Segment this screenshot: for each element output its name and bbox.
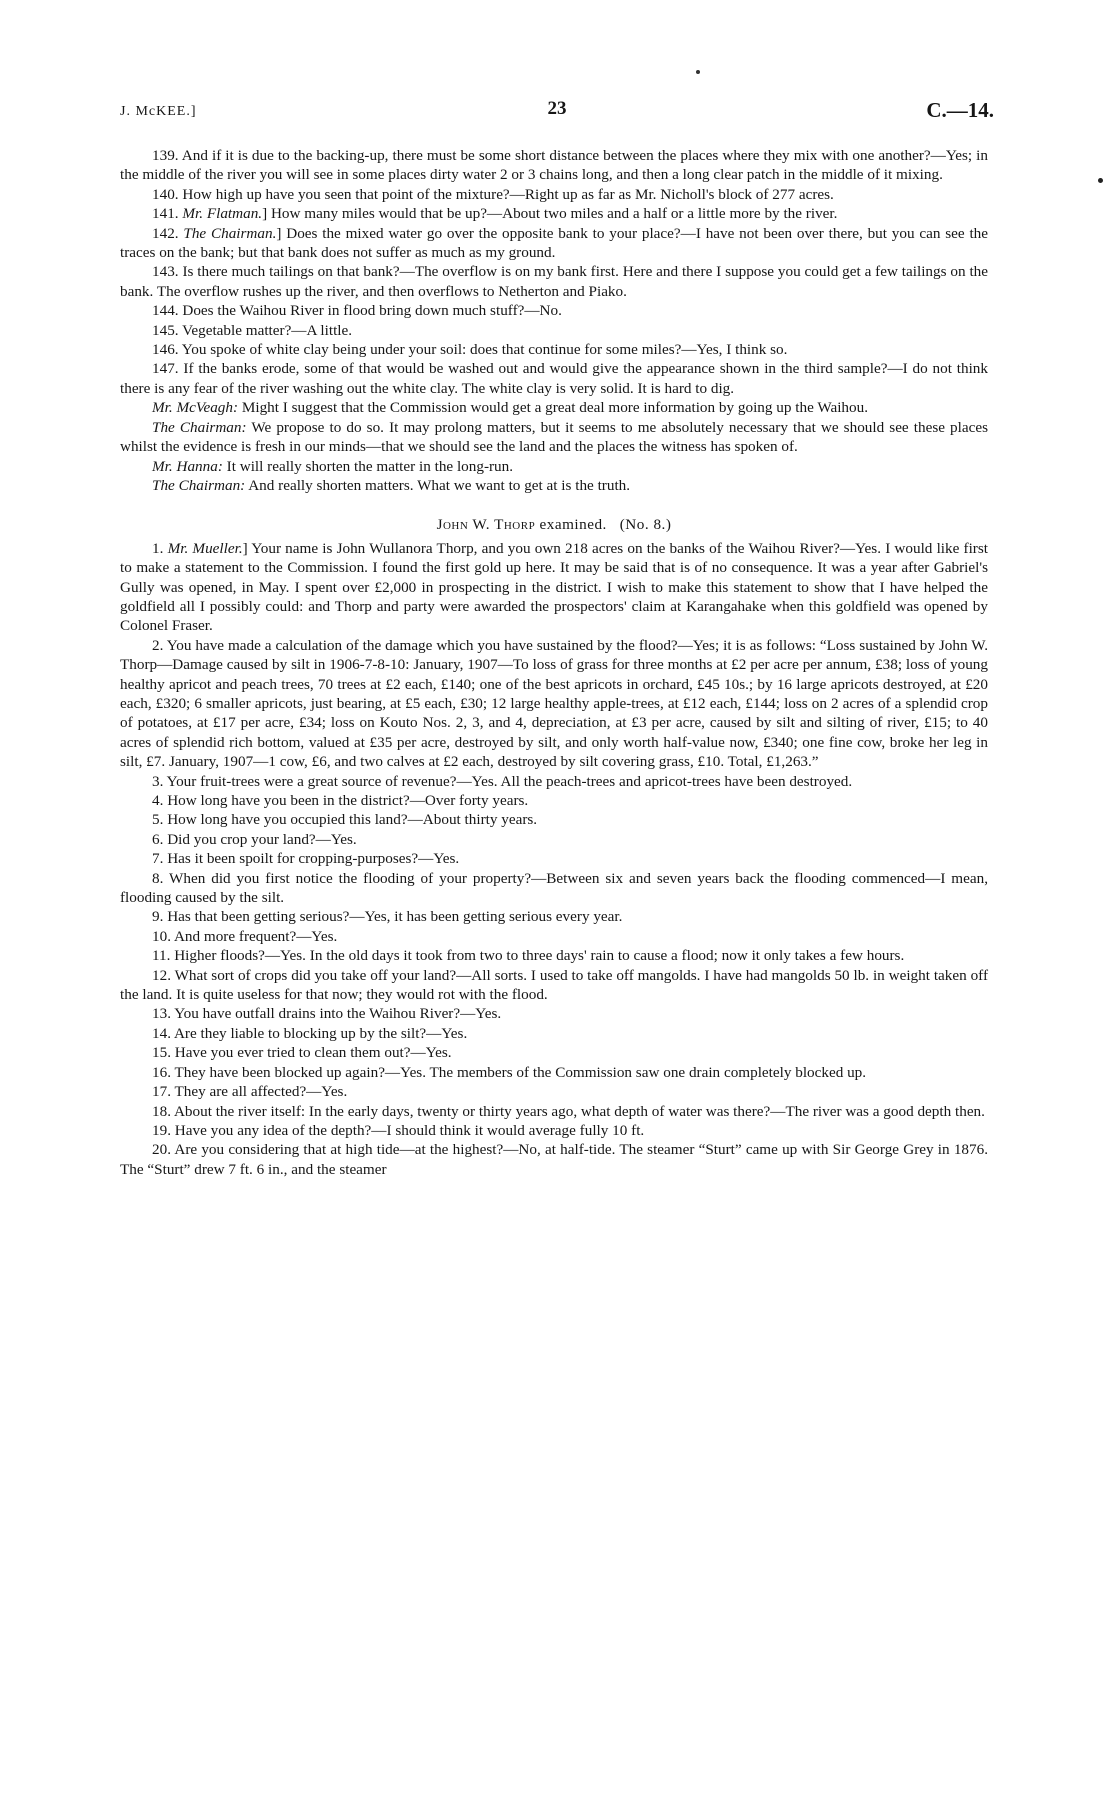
speaker-name: Mr. Flatman. — [182, 205, 263, 223]
question-paragraph: 6. Did you crop your land?—Yes. — [152, 830, 357, 848]
document-reference: C.—14. — [926, 98, 994, 122]
examination-label: examined. — [539, 516, 607, 534]
page-body — [120, 146, 988, 1179]
question-paragraph: 12. What sort of crops did you take off your land?—All sorts. I used to take off mangolds. I have had mangolds 50 lb. in weight taken off the land. It is quite useless for that now; they would rot with the flood. — [120, 966, 988, 1004]
question-paragraph: 11. Higher floods?—Yes. In the old days it took from two to three days' rain to cause a flood; now it only takes a few hours. — [152, 947, 905, 965]
question-paragraph: 4. How long have you been in the district?—Over forty years. — [152, 792, 529, 809]
question-paragraph: 18. About the river itself: In the early days, twenty or thirty years ago, what depth of water was there?—The river was a good depth then. — [152, 1102, 985, 1120]
speaker-name: The Chairman: — [152, 476, 246, 494]
question-paragraph: 9. Has that been getting serious?—Yes, it has been getting serious every year. — [152, 908, 623, 926]
question-paragraph: 139. And if it is due to the backing-up, there must be some short distance between the places where they mix with one another?—Yes; in the middle of the river you will see in some places dirty water 2 or 3 chains long, and then a long clear patch in the middle of it mixing. — [120, 147, 988, 184]
page-header — [120, 96, 994, 126]
question-paragraph: 143. Is there much tailings on that bank?—The overflow is on my bank first. Here and there I suppose you could get a few tailings on the bank. The overflow rushes up the river, and then overflows to Netherton and Piako. — [120, 263, 988, 300]
speck-mark — [696, 70, 700, 74]
question-paragraph: 5. How long have you occupied this land?—About thirty years. — [152, 811, 538, 829]
speech-paragraph: Mr. Hanna: It will really shorten the matter in the long-run. — [152, 457, 514, 475]
question-paragraph: 1. Mr. Mueller.] Your name is John Wullanora Thorp, and you own 218 acres on the banks of the Waihou River?—Yes. I would like first to make a statement to the Commission. I found the first gold up here. It may be said that is of no consequence. It was a year after Gabriel's Gully was opened, in May. I spent over £2,000 in prospecting in the district. I wish to make this statement to show that I have helped the goldfield all I possibly could: and Thorp and party were awarded the prospectors' claim at Karangahake when this goldfield was opened by Colonel Fraser. — [120, 539, 988, 635]
question-paragraph: 142. The Chairman.] Does the mixed water go over the opposite bank to your place?—I have not been over there, but you can see the traces on the bank; but that bank does not suffer as much as my ground. — [120, 224, 989, 262]
question-number: 1. — [152, 539, 164, 557]
question-paragraph: 17. They are all affected?—Yes. — [152, 1083, 348, 1101]
question-paragraph: 19. Have you any idea of the depth?—I should think it would average fully 10 ft. — [152, 1121, 645, 1139]
question-paragraph: 14. Are they liable to blocking up by the silt?—Yes. — [152, 1024, 468, 1042]
question-paragraph: 3. Your fruit-trees were a great source of revenue?—Yes. All the peach-trees and apricot-trees have been destroyed. — [152, 772, 853, 790]
header-witness-name: J. McKEE.] — [120, 104, 197, 119]
speaker-name: Mr. McVeagh: — [152, 399, 239, 417]
speaker-name: The Chairman. — [183, 224, 277, 242]
question-paragraph: 10. And more frequent?—Yes. — [152, 927, 338, 945]
question-paragraph: 8. When did you first notice the flooding of your property?—Between six and seven years back the flooding commenced—I mean, flooding caused by the silt. — [120, 869, 988, 907]
witness-name: John W. Thorp — [436, 516, 536, 534]
question-number: 141. — [152, 205, 179, 223]
question-paragraph: 145. Vegetable matter?—A little. — [152, 321, 353, 339]
question-paragraph: 141. Mr. Flatman.] How many miles would that be up?—About two miles and a half or a little more by the river. — [152, 205, 838, 223]
witness-number: (No. 8.) — [619, 516, 672, 534]
question-paragraph: 146. You spoke of white clay being under your soil: does that continue for some miles?—Yes, I think so. — [152, 341, 788, 359]
question-paragraph: 147. If the banks erode, some of that would be washed out and would give the appearance shown in the third sample?—I do not think there is any fear of the river washing out the white clay. The white clay is very solid. It is hard to dig. — [120, 360, 988, 397]
question-paragraph: 144. Does the Waihou River in flood bring down much stuff?—No. — [152, 302, 562, 320]
speaker-name: Mr. Mueller. — [167, 539, 243, 557]
speech-paragraph: Mr. McVeagh: Might I suggest that the Commission would get a great deal more information by going up the Waihou. — [152, 399, 868, 417]
evidence-part-2 — [120, 539, 988, 1179]
evidence-part-1 — [120, 146, 988, 398]
speech-paragraph: The Chairman: And really shorten matters. What we want to get at is the truth. — [152, 476, 631, 494]
question-number: 142. — [152, 224, 179, 242]
speaker-name: Mr. Hanna: — [152, 457, 223, 475]
question-paragraph: 20. Are you considering that at high tide—at the highest?—No, at half-tide. The steamer “Sturt” came up with Sir George Grey in 1876. The “Sturt” drew 7 ft. 6 in., and the steamer — [120, 1141, 988, 1178]
question-paragraph: 140. How high up have you seen that point of the mixture?—Right up as far as Mr. Nicholl's block of 277 acres. — [152, 185, 834, 203]
question-paragraph: 7. Has it been spoilt for cropping-purposes?—Yes. — [152, 850, 460, 868]
question-paragraph: 2. You have made a calculation of the damage which you have sustained by the flood?—Yes; it is as follows: “Loss sustained by John W. Thorp—Damage caused by silt in 1906-7-8-10: January, 1907—To loss of grass for three months at £2 per acre per annum, £38; loss of young healthy apricot and peach trees, 70 trees at £2 each, £140; one of the best apricots in orchard, £45 10s.; by 16 large apricots destroyed, at £20 each, £320; 6 smaller apricots, just bearing, at £5 each, £30; 12 large healthy apple-trees, at £12 each, £144; loss on 2 acres of a splendid crop of potatoes, at £17 per acre, £34; loss on Kouto Nos. 2, 3, and 4, depreciation, at £3 per acre, caused by silt and silting of river, £15; to 40 acres of splendid rich bottom, valued at £35 per acre, destroyed by silt, and only worth half-value now, £340; one fine cow, broke her leg in silt, £7. January, 1907—1 cow, £6, and two calves at £2 each, destroyed by silt covering grass, £10. Total, £1,263.” — [120, 636, 988, 771]
examination-heading — [120, 515, 988, 534]
page-number: 23 — [547, 98, 567, 119]
question-paragraph: 13. You have outfall drains into the Waihou River?—Yes. — [152, 1005, 502, 1023]
speech-paragraph: The Chairman: We propose to do so. It may prolong matters, but it seems to me absolutely necessary that we should see these places whilst the evidence is fresh in our minds—that we should see the land and the places the witness has spoken of. — [120, 418, 989, 456]
question-paragraph: 15. Have you ever tried to clean them out?—Yes. — [152, 1044, 452, 1062]
question-paragraph: 16. They have been blocked up again?—Yes. The members of the Commission saw one drain completely blocked up. — [152, 1063, 867, 1081]
speck-mark — [1098, 178, 1103, 183]
speaker-name: The Chairman: — [152, 418, 247, 436]
commission-remarks — [120, 398, 988, 495]
